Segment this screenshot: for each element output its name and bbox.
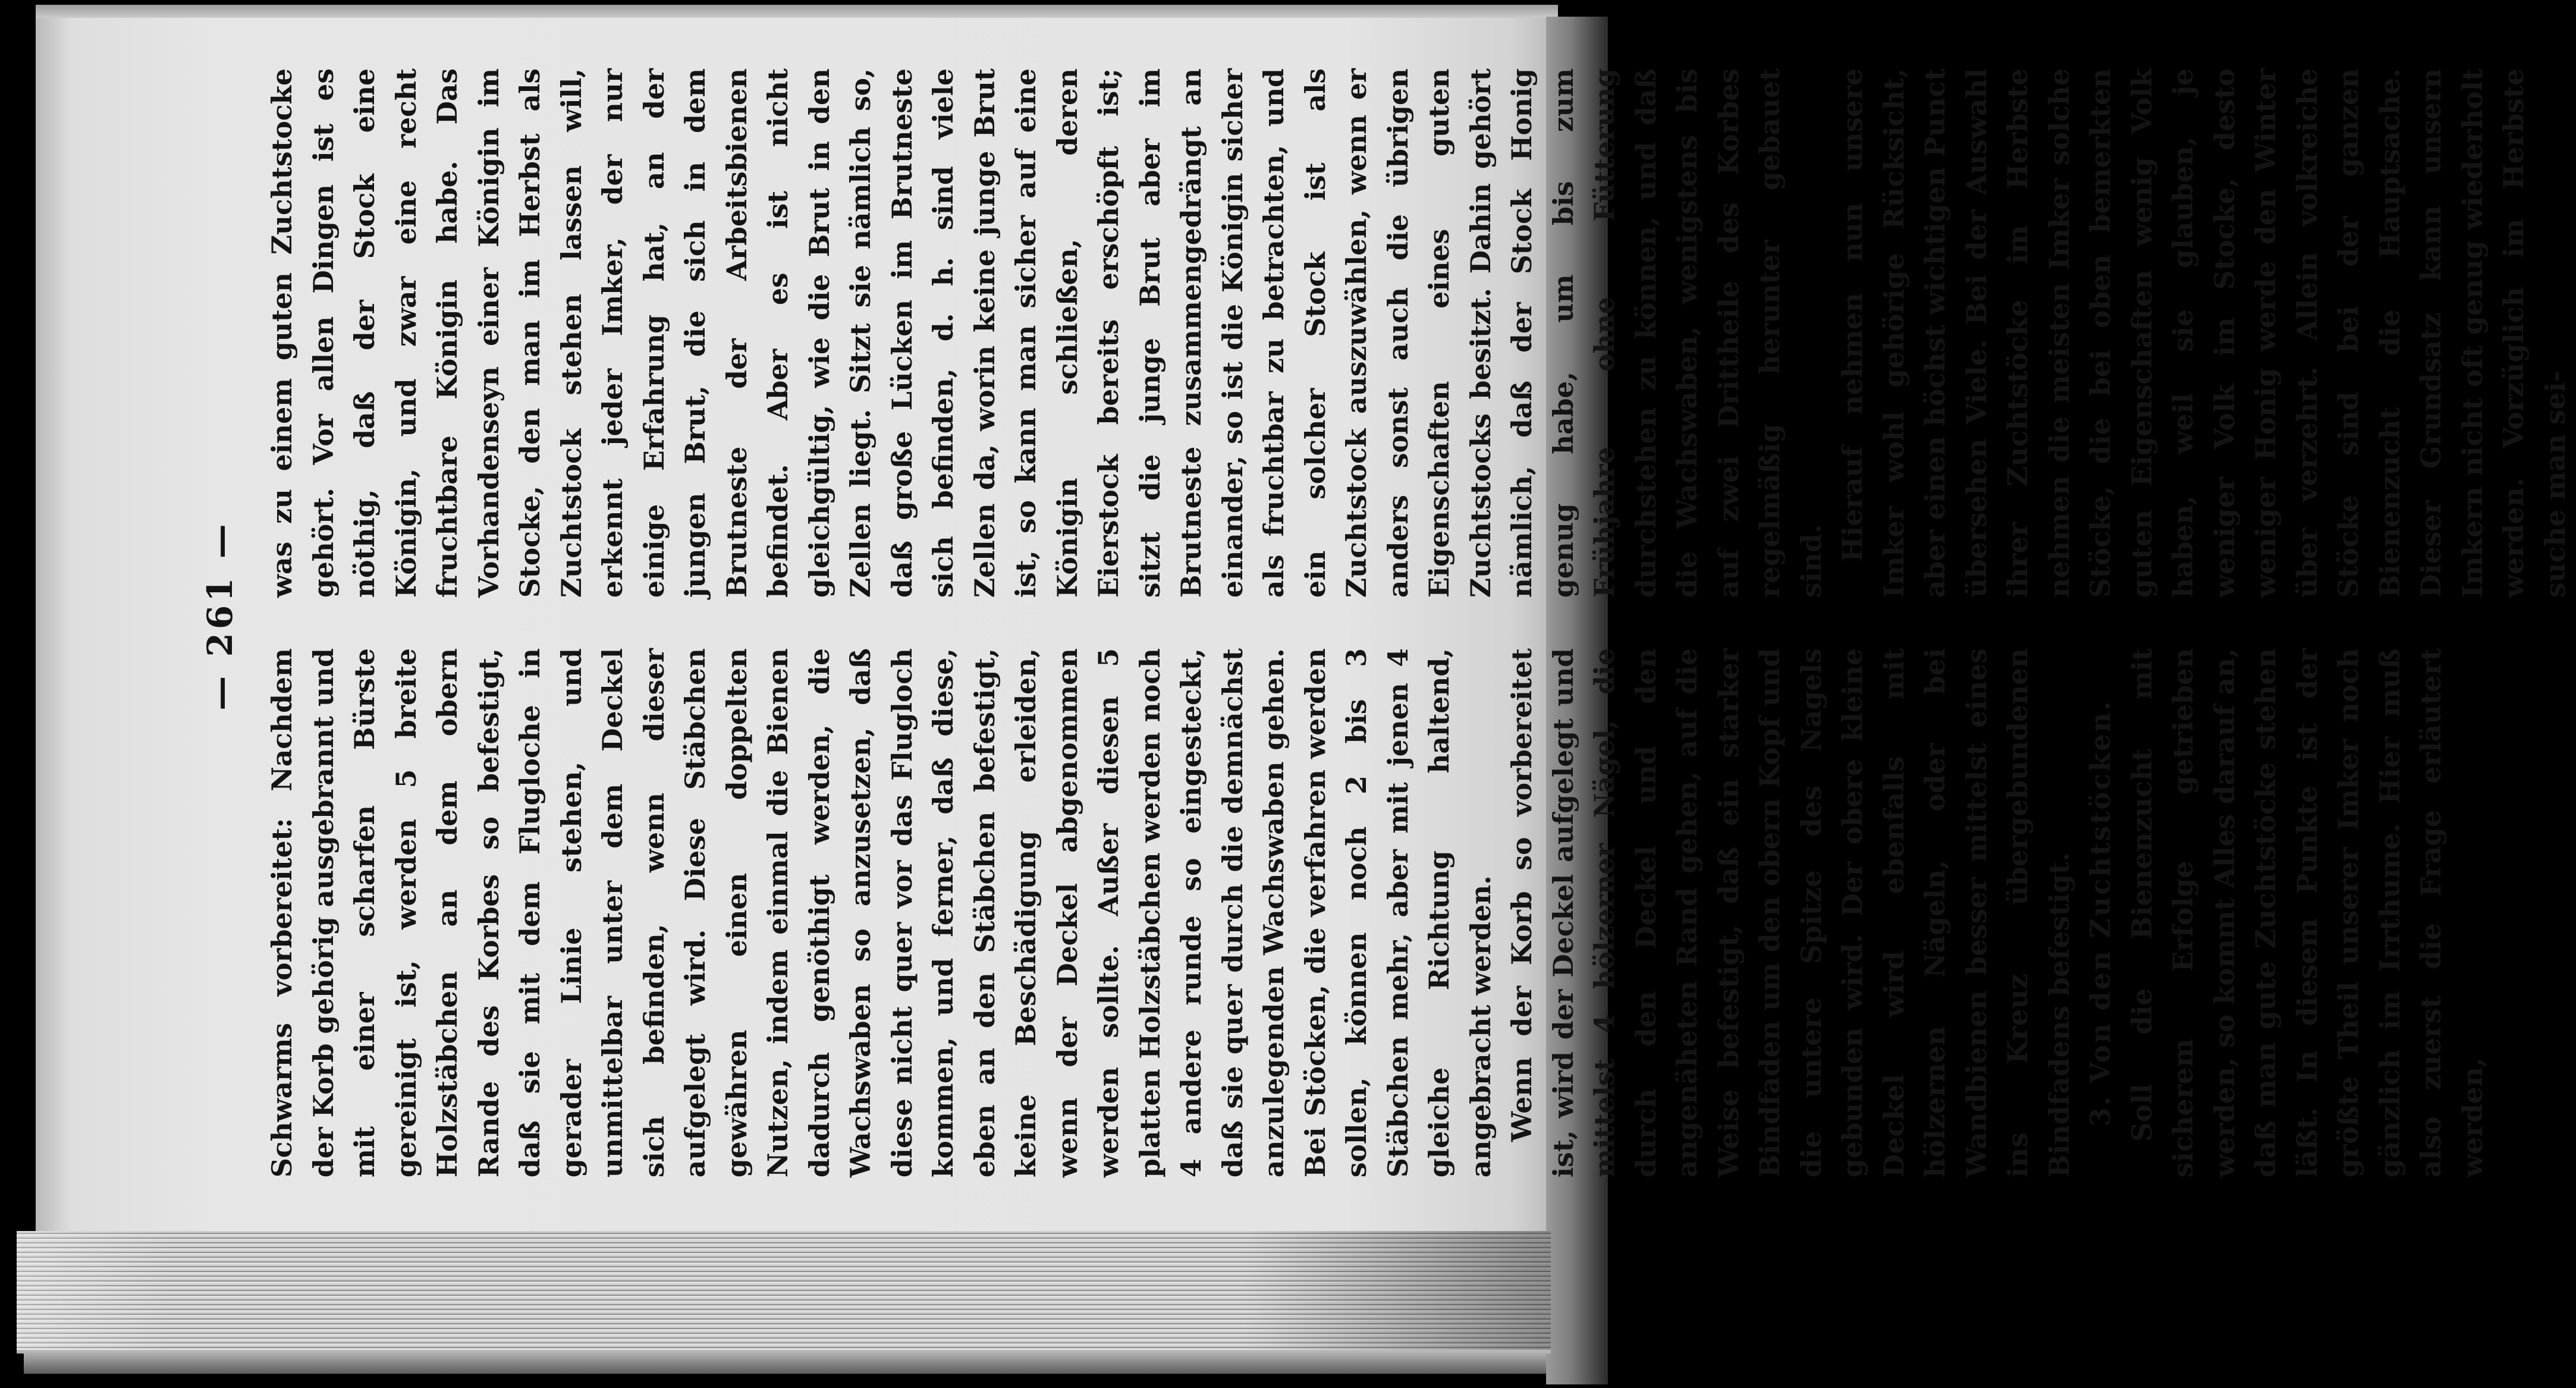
paragraph: Hierauf nehmen nun unsere Imker wohl gehörige Rücksicht, aber einen höchst wichtigen Punct übersehen Viele. Bei der Auswahl ihrer Zuchtstöcke im Herbste nehmen die meisten Imker solche Stöcke, die bei oben bemerkten guten Eigenschaften wenig Volk haben, weil sie glauben, je weniger Volk im Stocke, desto weniger Honig werde den Winter über verzehrt. Allein volkreiche Stöcke sind bei der ganzen Bienenzucht die Hauptsache. Dieser Grundsatz kann unsern Imkern nicht oft genug wiederholt werden. Vorzüglich im Herbste suche man sei- [1836, 68, 2571, 598]
paragraph: was zu einem guten Zuchtstocke gehört. Vor allen Dingen ist es nöthig, daß der Stock eine Königin, und zwar eine recht fruchtbare Königin habe. Das Vorhandenseyn einer Königin im Stocke, den man im Herbst als Zuchtstock stehen lassen will, erkennt jeder Imker, der nur einige Erfahrung hat, an der jungen Brut, die sich in dem Brutneste der Arbeitsbienen befindet. Aber es ist nicht gleichgültig, wie die Brut in den Zellen liegt. Sitzt sie nämlich so, daß große Lücken im Brutneste sich befinden, d. h. sind viele Zellen da, worin keine junge Brut ist, so kann man sicher auf eine Königin schließen, deren Eierstock bereits erschöpft ist; sitzt die junge Brut aber im Brutneste zusammengedrängt an einander, so ist die Königin sicher als fruchtbar zu betrachten, und ein solcher Stock ist als Zuchtstock auszuwählen, wenn er anders sonst auch die übrigen Eigenschaften eines guten Zuchtstocks besitzt. Dahin gehört nämlich, daß der Stock Honig genug habe, um bis zum Frühjahre ohne Fütterung durchstehen zu können, und daß die Wachswaben, wenigstens bis auf zwei Drittheile des Korbes regelmäßig herunter gebauet sind. [266, 68, 1827, 598]
paragraph: Schwarms vorbereitet: Nachdem der Korb gehörig ausgebrannt und mit einer scharfen Bürste gereinigt ist, werden 5 breite Holzstäbchen an dem obern Rande des Korbes so befestigt, daß sie mit dem Flugloche in gerader Linie stehen, und unmittelbar unter dem Deckel sich befinden, wenn dieser aufgelegt wird. Diese Stäbchen gewähren einen doppelten Nutzen, indem einmal die Bienen dadurch genöthigt werden, die Wachswaben so anzusetzen, daß diese nicht quer vor das Flugloch kommen, und ferner, daß diese, eben an den Stäbchen befestigt, keine Beschädigung erleiden, wenn der Deckel abgenommen werden sollte. Außer diesen 5 platten Holzstäbchen werden noch 4 andere runde so eingesteckt, daß sie quer durch die demnächst anzulegenden Wachswaben gehen. Bei Stöcken, die verfahren werden sollen, können noch 2 bis 3 Stäbchen mehr, aber mit jenen 4 gleiche Richtung haltend, angebracht werden. [266, 648, 1497, 1177]
rotated-text-block [196, 54, 2571, 1177]
text-column-first [262, 648, 2489, 1177]
page-edges-shading [17, 1231, 1551, 1350]
paragraph: Soll die Bienenzucht mit sicherem Erfolge getrieben werden, so kommt Alles darauf an, daß man gute Zuchtstöcke stehen läßt. In diesem Punkte ist der größte Theil unserer Imker noch gänzlich im Irrthume. Hier muß also zuerst die Frage erläutert werden, [2125, 648, 2489, 1177]
paragraph: Wenn der Korb so vorbereitet ist, wird der Deckel aufgelegt und mittelst 4 hölzerner Nägel, die durch den Deckel und den angenäheten Rand gehen, auf die Weise befestigt, daß ein starker Bindfaden um den obern Kopf und die untere Spitze des Nagels gebunden wird. Der obere kleine Deckel wird ebenfalls mit hölzernen Nägeln, oder bei Wandbienen besser mittelst eines ins Kreuz übergebundenen Bindfadens befestigt. [1506, 648, 2075, 1177]
section-heading: 3. Von den Zuchtstöcken. [2084, 699, 2116, 1126]
text-column-second [262, 68, 2571, 598]
book-bottom-edge [24, 1350, 1546, 1374]
page-number: — 261 — [200, 520, 240, 711]
